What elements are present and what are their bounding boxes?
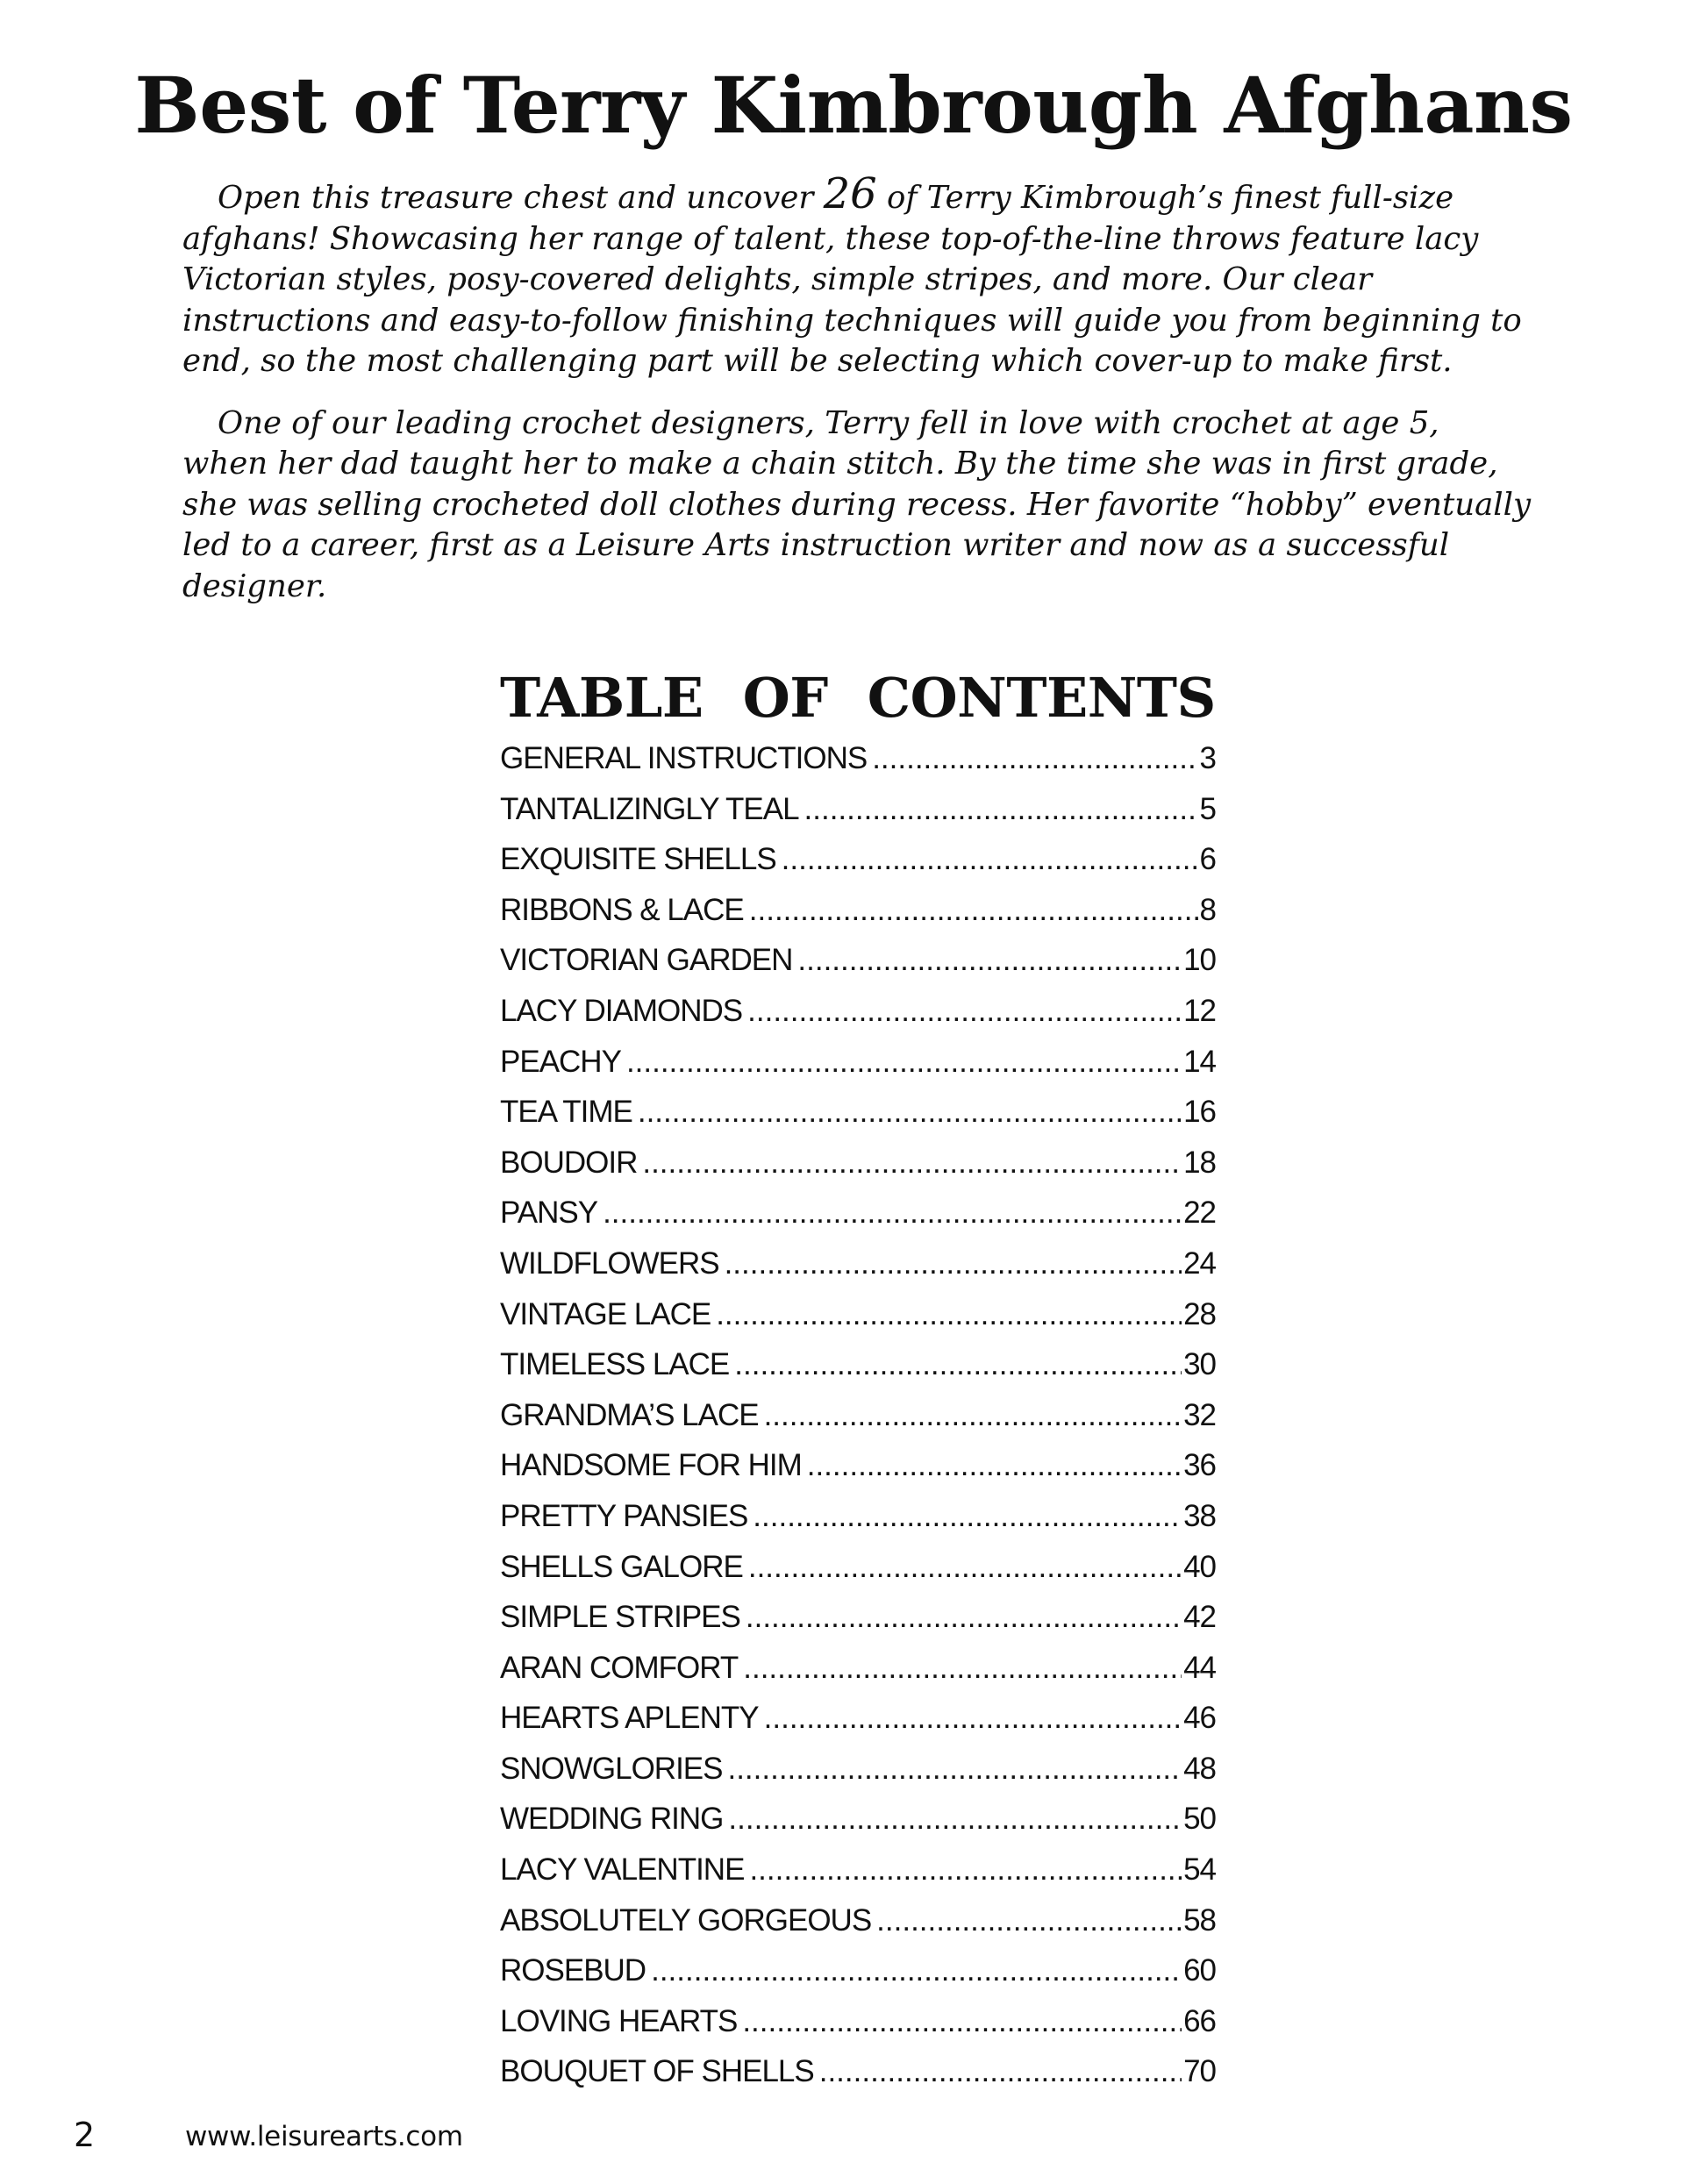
toc-entry[interactable]: [500, 784, 1216, 835]
toc-entry-page: 42: [1183, 1600, 1216, 1635]
toc-entry-page: 14: [1183, 1044, 1216, 1079]
afghan-count: 26: [823, 169, 877, 218]
toc-entry-title: VICTORIAN GARDEN: [500, 943, 793, 978]
toc-entry[interactable]: [500, 1794, 1216, 1845]
toc-entry[interactable]: [500, 1744, 1216, 1795]
dot-leader: [725, 1238, 1182, 1289]
page-number: 2: [74, 2116, 96, 2154]
toc-entry-page: 54: [1183, 1852, 1216, 1888]
toc-entry-title: GENERAL INSTRUCTIONS: [500, 741, 868, 775]
dot-leader: [804, 784, 1198, 835]
toc-entry[interactable]: [500, 1138, 1216, 1188]
toc-entry[interactable]: [500, 834, 1216, 885]
dot-leader: [642, 1138, 1182, 1188]
dot-leader: [743, 1643, 1182, 1694]
toc-entry[interactable]: [500, 1289, 1216, 1340]
toc-entry-title: PEACHY: [500, 1044, 621, 1079]
dot-leader: [872, 733, 1197, 784]
dot-leader: [807, 1440, 1182, 1491]
dot-leader: [727, 1744, 1182, 1795]
toc-entry-title: GRANDMA’S LACE: [500, 1397, 759, 1432]
toc-entry[interactable]: [500, 1542, 1216, 1593]
toc-entry-page: 10: [1183, 943, 1216, 978]
intro-paragraph-2: One of our leading crochet designers, Terry fell in love with crochet at age 5, when her dad taught her to make a chain stitch. By the time she was in first grade, she was selling crocheted doll clothes during recess. Her favorite “hobby” eventually led to a career, first as a Leisure Arts instruction writer and now as a successful designer.: [182, 404, 1532, 604]
toc-entry[interactable]: [500, 2046, 1216, 2097]
toc-entry-page: 8: [1199, 892, 1216, 927]
toc-entry-title: ABSOLUTELY GORGEOUS: [500, 1902, 872, 1938]
toc-entry-page: 48: [1183, 1751, 1216, 1786]
dot-leader: [797, 935, 1182, 986]
toc-entry[interactable]: [500, 1845, 1216, 1895]
toc-entry-title: SNOWGLORIES: [500, 1751, 723, 1786]
dot-leader: [819, 2046, 1182, 2097]
dot-leader: [746, 1592, 1182, 1643]
dot-leader: [753, 1491, 1182, 1542]
toc-entry-page: 44: [1183, 1650, 1216, 1685]
dot-leader: [742, 1996, 1182, 2047]
toc-entry-page: 30: [1183, 1347, 1216, 1382]
toc-entry-page: 3: [1199, 741, 1216, 775]
dot-leader: [626, 1037, 1182, 1088]
page-title: Best of Terry Kimbrough Afghans: [134, 60, 1573, 151]
toc-entry[interactable]: [500, 1440, 1216, 1491]
toc-entry[interactable]: [500, 1895, 1216, 1946]
toc-entry[interactable]: [500, 885, 1216, 936]
toc-entry-page: 32: [1183, 1397, 1216, 1432]
intro-paragraph-1: [182, 169, 1533, 382]
toc-entry-page: 40: [1183, 1549, 1216, 1584]
dot-leader: [764, 1390, 1182, 1441]
intro-text: [182, 169, 1533, 628]
toc-heading: TABLE OF CONTENTS: [500, 666, 1216, 730]
toc-entry[interactable]: [500, 733, 1216, 784]
toc-entry[interactable]: [500, 1339, 1216, 1390]
toc-entry-title: VINTAGE LACE: [500, 1296, 711, 1331]
toc-entry-title: LACY VALENTINE: [500, 1852, 745, 1888]
toc-entry-page: 58: [1183, 1902, 1216, 1938]
toc-entry-page: 60: [1183, 1953, 1216, 1988]
dot-leader: [747, 986, 1182, 1037]
toc-entry[interactable]: [500, 1592, 1216, 1643]
toc-entry-page: 18: [1183, 1145, 1216, 1180]
dot-leader: [651, 1945, 1182, 1996]
dot-leader: [638, 1087, 1182, 1138]
toc-entry[interactable]: [500, 986, 1216, 1037]
toc-entry-title: LACY DIAMONDS: [500, 993, 743, 1028]
toc-entry-title: EXQUISITE SHELLS: [500, 842, 776, 877]
toc-entry-title: HEARTS APLENTY: [500, 1701, 759, 1736]
toc-entry[interactable]: [500, 1491, 1216, 1542]
toc-entry-title: RIBBONS & LACE: [500, 892, 744, 927]
toc-entry-page: 12: [1183, 993, 1216, 1028]
dot-leader: [716, 1289, 1182, 1340]
toc-entry[interactable]: [500, 1643, 1216, 1694]
dot-leader: [782, 834, 1198, 885]
toc-entry-page: 28: [1183, 1296, 1216, 1331]
toc-entry-title: PRETTY PANSIES: [500, 1498, 748, 1533]
toc-entry[interactable]: [500, 1188, 1216, 1238]
dot-leader: [764, 1693, 1182, 1744]
toc-entry[interactable]: [500, 1390, 1216, 1441]
toc-entry[interactable]: [500, 1945, 1216, 1996]
toc-entry-page: 50: [1183, 1802, 1216, 1837]
toc-entry-title: ARAN COMFORT: [500, 1650, 739, 1685]
dot-leader: [749, 885, 1198, 936]
toc-entry[interactable]: [500, 1037, 1216, 1088]
dot-leader: [749, 1845, 1182, 1895]
dot-leader: [734, 1339, 1182, 1390]
toc-entry-title: WEDDING RING: [500, 1802, 724, 1837]
dot-leader: [728, 1794, 1182, 1845]
toc-entry-title: PANSY: [500, 1195, 598, 1231]
toc-entry-title: TANTALIZINGLY TEAL: [500, 791, 799, 826]
toc-entry-title: TEA TIME: [500, 1095, 632, 1130]
toc-list: [500, 733, 1216, 2097]
toc-entry-title: SHELLS GALORE: [500, 1549, 743, 1584]
toc-entry-title: LOVING HEARTS: [500, 2003, 738, 2038]
toc-entry-page: 16: [1183, 1095, 1216, 1130]
dot-leader: [748, 1542, 1182, 1593]
toc-entry-page: 24: [1183, 1245, 1216, 1281]
toc-entry-page: 36: [1183, 1448, 1216, 1483]
intro-paragraph-1-start: Open this treasure chest and uncover: [218, 180, 824, 216]
toc-entry[interactable]: [500, 1996, 1216, 2047]
toc-entry-page: 38: [1183, 1498, 1216, 1533]
toc-entry-page: 5: [1199, 791, 1216, 826]
toc-entry[interactable]: [500, 935, 1216, 986]
dot-leader: [876, 1895, 1182, 1946]
toc-entry-title: SIMPLE STRIPES: [500, 1600, 740, 1635]
toc-entry-page: 22: [1183, 1195, 1216, 1231]
website-link[interactable]: www.leisurearts.com: [185, 2121, 463, 2152]
toc-entry[interactable]: [500, 1087, 1216, 1138]
toc-entry-page: 70: [1183, 2054, 1216, 2089]
toc-entry-title: ROSEBUD: [500, 1953, 646, 1988]
toc-entry-page: 6: [1199, 842, 1216, 877]
toc-entry-title: BOUQUET OF SHELLS: [500, 2054, 814, 2089]
toc-entry-title: BOUDOIR: [500, 1145, 638, 1180]
intro-paragraph-1-end: of Terry Kimbrough’s finest full-size afghans! Showcasing her range of talent, these top-of-the-line throws feature lacy Victorian styles, posy-covered delights, simple stripes, and more. Our clear instructions and easy-to-follow finishing techniques will guide you from beginning to end, so the most challenging part will be selecting which cover-up to make first.: [182, 180, 1522, 379]
toc-entry-page: 46: [1183, 1701, 1216, 1736]
toc-entry[interactable]: [500, 1238, 1216, 1289]
toc-entry[interactable]: [500, 1693, 1216, 1744]
toc-entry-title: HANDSOME FOR HIM: [500, 1448, 802, 1483]
toc-entry-title: TIMELESS LACE: [500, 1347, 730, 1382]
toc-entry-title: WILDFLOWERS: [500, 1245, 719, 1281]
dot-leader: [603, 1188, 1182, 1238]
toc-entry-page: 66: [1183, 2003, 1216, 2038]
